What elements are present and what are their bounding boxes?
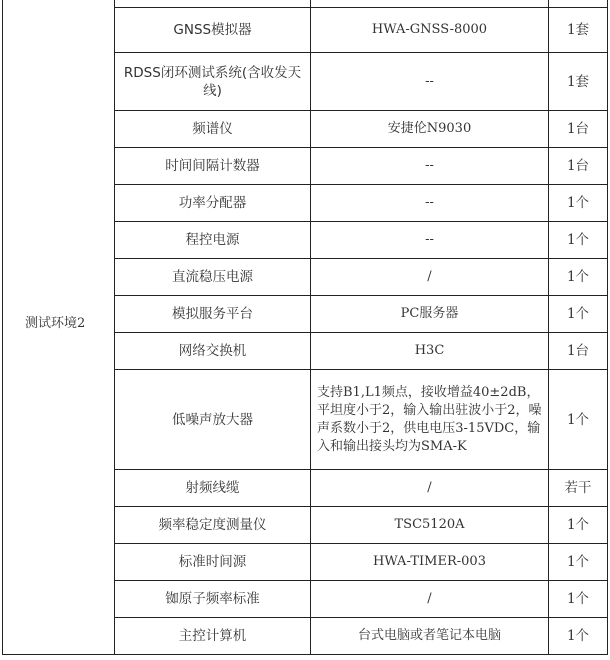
equipment-name: 时间间隔计数器 bbox=[115, 148, 311, 185]
equipment-quantity: 1台 bbox=[549, 148, 608, 185]
equipment-model: -- bbox=[311, 222, 549, 259]
equipment-name: 频率稳定度测量仪 bbox=[115, 507, 311, 544]
equipment-quantity: 1个 bbox=[549, 370, 608, 470]
equipment-quantity: 1台 bbox=[549, 333, 608, 370]
equipment-table bbox=[2, 0, 608, 655]
equipment-model: 安捷伦N9030 bbox=[311, 111, 549, 148]
equipment-model: 支持B1,L1频点，接收增益40±2dB，平坦度小于2，输入输出驻波小于2，噪声系数小于2，供电电压3-15VDC，输入和输出接头均为SMA-K bbox=[311, 370, 549, 470]
equipment-model: -- bbox=[311, 185, 549, 222]
equipment-model: -- bbox=[311, 148, 549, 185]
equipment-model bbox=[311, 0, 549, 8]
equipment-model: HWA-TIMER-003 bbox=[311, 544, 549, 581]
equipment-quantity: 1套 bbox=[549, 53, 608, 111]
equipment-name: 主控计算机 bbox=[115, 618, 311, 655]
equipment-quantity: 1个 bbox=[549, 618, 608, 655]
equipment-model: 台式电脑或者笔记本电脑 bbox=[311, 618, 549, 655]
equipment-name: 功率分配器 bbox=[115, 185, 311, 222]
equipment-quantity: 1个 bbox=[549, 507, 608, 544]
equipment-quantity: 1个 bbox=[549, 544, 608, 581]
equipment-quantity: 1套 bbox=[549, 8, 608, 53]
equipment-quantity: 1个 bbox=[549, 222, 608, 259]
equipment-name: 程控电源 bbox=[115, 222, 311, 259]
equipment-model: H3C bbox=[311, 333, 549, 370]
equipment-quantity: 1个 bbox=[549, 185, 608, 222]
equipment-name: 网络交换机 bbox=[115, 333, 311, 370]
equipment-name: 直流稳压电源 bbox=[115, 259, 311, 296]
equipment-name: 模拟服务平台 bbox=[115, 296, 311, 333]
equipment-quantity: 1台 bbox=[549, 111, 608, 148]
equipment-name: 射频线缆 bbox=[115, 470, 311, 507]
equipment-quantity: 1个 bbox=[549, 259, 608, 296]
equipment-name: GNSS模拟器 bbox=[115, 8, 311, 53]
table-row bbox=[3, 0, 608, 8]
equipment-name: 铷原子频率标准 bbox=[115, 581, 311, 618]
equipment-quantity bbox=[549, 0, 608, 8]
environment-cell: 测试环境2 bbox=[3, 0, 115, 655]
equipment-model: / bbox=[311, 259, 549, 296]
equipment-quantity: 1个 bbox=[549, 581, 608, 618]
equipment-model: TSC5120A bbox=[311, 507, 549, 544]
equipment-name: 频谱仪 bbox=[115, 111, 311, 148]
equipment-quantity: 若干 bbox=[549, 470, 608, 507]
equipment-name: 标准时间源 bbox=[115, 544, 311, 581]
equipment-model: -- bbox=[311, 53, 549, 111]
equipment-model: / bbox=[311, 470, 549, 507]
equipment-model: / bbox=[311, 581, 549, 618]
equipment-name bbox=[115, 0, 311, 8]
equipment-model: HWA-GNSS-8000 bbox=[311, 8, 549, 53]
equipment-name: 低噪声放大器 bbox=[115, 370, 311, 470]
equipment-model: PC服务器 bbox=[311, 296, 549, 333]
equipment-name: RDSS闭环测试系统(含收发天线) bbox=[115, 53, 311, 111]
equipment-quantity: 1个 bbox=[549, 296, 608, 333]
